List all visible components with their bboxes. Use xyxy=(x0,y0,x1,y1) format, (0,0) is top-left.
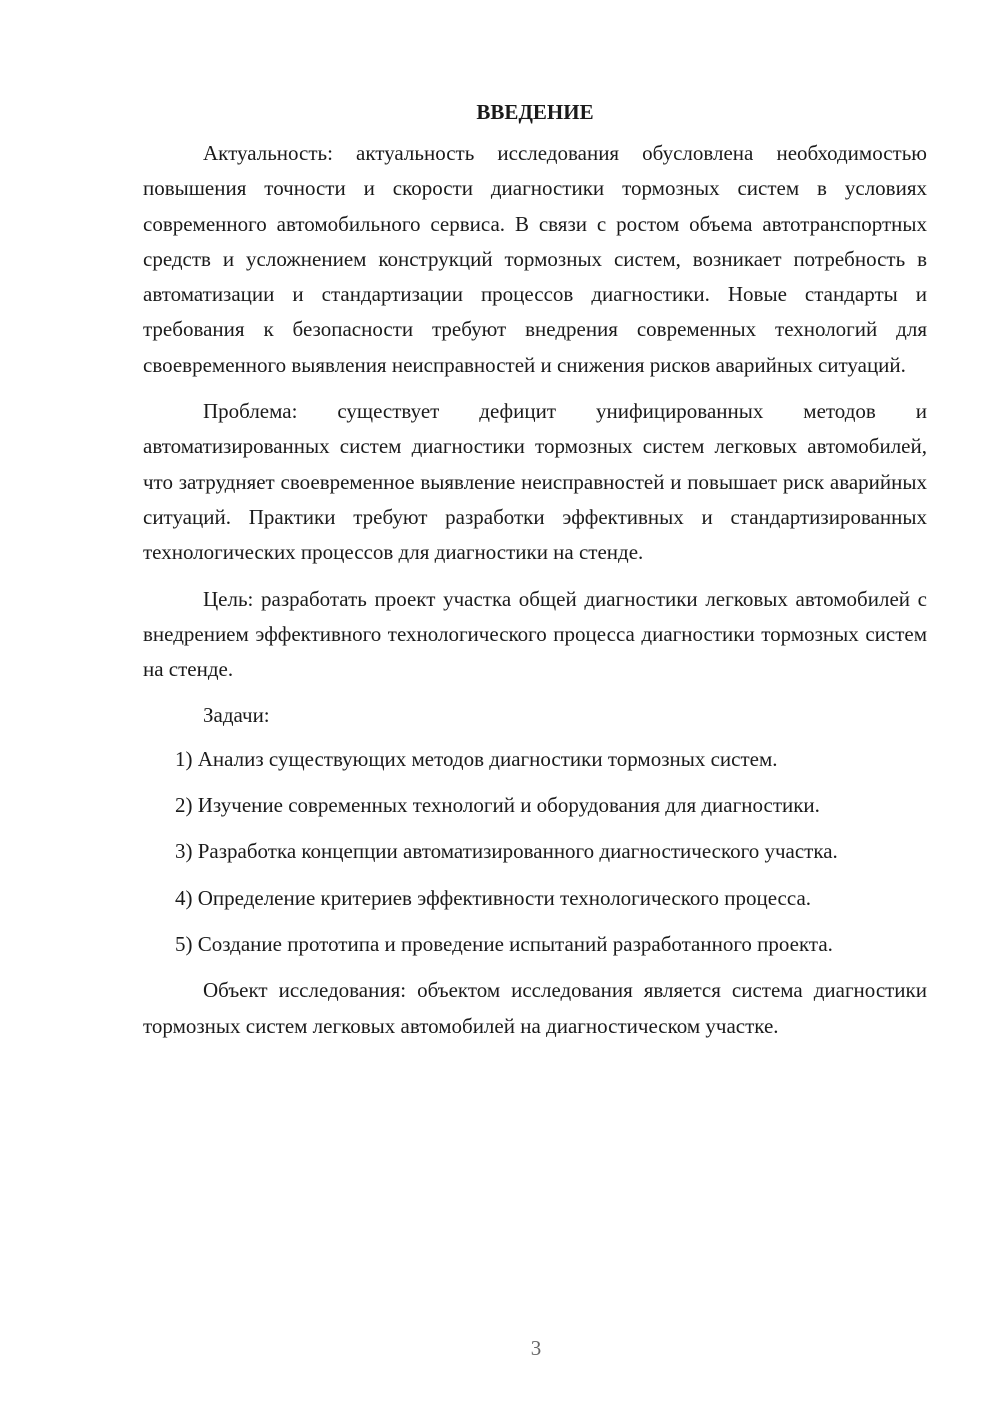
paragraph-tasks-heading: Задачи: xyxy=(203,703,270,728)
task-item-4: 4) Определение критериев эффективности технологического процесса. xyxy=(175,885,812,910)
paragraph-relevance: Актуальность: актуальность исследования обусловлена необходимостью повышения точности и скорости диагностики тормозных систем в условиях современного автомобильного сервиса. В связи с ростом объема автотранспортных средств и усложнением конструкций тормозных систем, возникает потребность в автоматизации и стандартизации процессов диагностики. Новые стандарты и требования к безопасности требуют внедрения современных технологий для своевременного выявления неисправностей и снижения рисков аварийных ситуаций. xyxy=(143,141,927,377)
task-item-3: 3) Разработка концепции автоматизированного диагностического участка. xyxy=(175,839,838,864)
page-number: 3 xyxy=(530,1336,542,1360)
task-item-1: 1) Анализ существующих методов диагностики тормозных систем. xyxy=(175,746,778,771)
task-item-5: 5) Создание прототипа и проведение испытаний разработанного проекта. xyxy=(175,931,833,956)
paragraph-problem: Проблема: существует дефицит унифицированных методов и автоматизированных систем диагностики тормозных систем легковых автомобилей, что затрудняет своевременное выявление неисправностей и повышает риск аварийных ситуаций. Практики требуют разработки эффективных и стандартизированных технологических процессов для диагностики на стенде. xyxy=(143,399,927,565)
section-title: ВВЕДЕНИЕ xyxy=(476,100,594,124)
paragraph-object: Объект исследования: объектом исследования является система диагностики тормозных систем легковых автомобилей на диагностическом участке. xyxy=(143,978,927,1038)
task-item-2: 2) Изучение современных технологий и оборудования для диагностики. xyxy=(175,793,820,818)
paragraph-goal: Цель: разработать проект участка общей диагностики легковых автомобилей с внедрением эффективного технологического процесса диагностики тормозных систем на стенде. xyxy=(143,586,927,682)
page-content xyxy=(143,95,927,1044)
